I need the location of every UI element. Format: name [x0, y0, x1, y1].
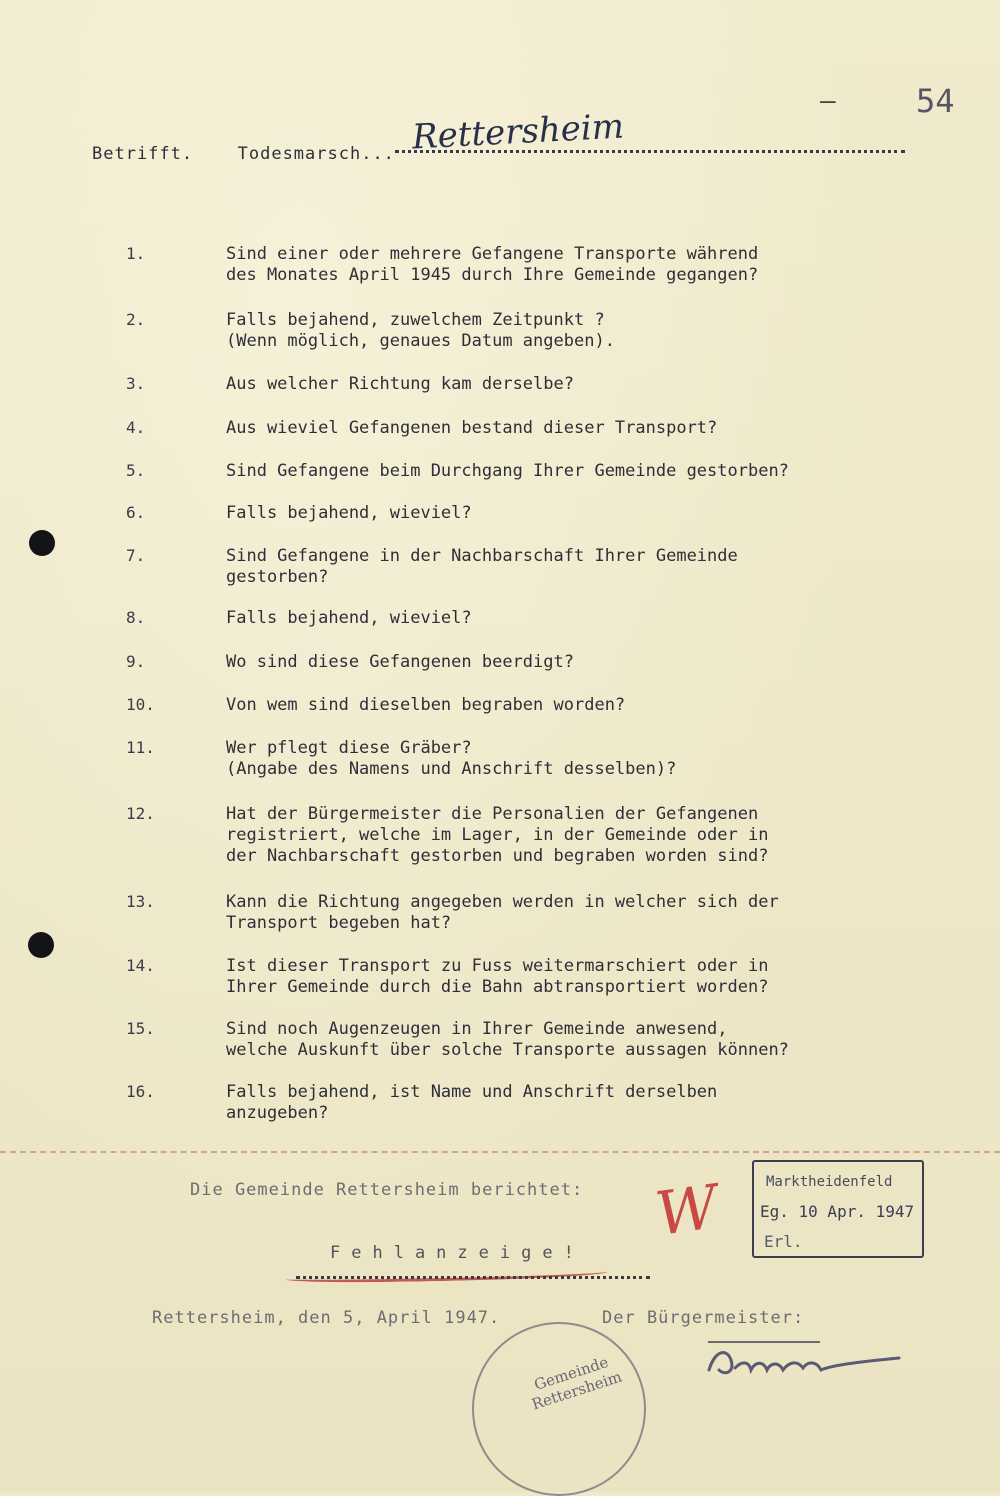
question-number: 16. [126, 1082, 155, 1101]
subject-value: Todesmarsch... [237, 144, 395, 164]
question-text: Sind noch Augenzeugen in Ihrer Gemeinde anwesend, welche Auskunft über solche Transporte aussagen können? [226, 1019, 789, 1060]
question-number: 1. [126, 244, 146, 263]
stamp-erl: Erl. [764, 1232, 803, 1251]
question-number: 8. [126, 608, 146, 627]
subject-line [92, 144, 395, 164]
question-number: 4. [126, 418, 146, 437]
red-divider-line [0, 1151, 1000, 1153]
received-stamp [752, 1160, 924, 1258]
question-text: Falls bejahend, wieviel? [226, 608, 472, 628]
question-text: Kann die Richtung angegeben werden in welcher sich der Transport begeben hat? [226, 892, 779, 933]
question-text: Falls bejahend, wieviel? [226, 503, 472, 523]
stamp-office: Marktheidenfeld [766, 1174, 893, 1190]
question-number: 9. [126, 652, 146, 671]
mayor-signature [705, 1340, 905, 1386]
question-text: Aus welcher Richtung kam derselbe? [226, 374, 574, 394]
question-number: 12. [126, 804, 155, 823]
dotted-underline [296, 1276, 650, 1279]
question-text: Wer pflegt diese Gräber? (Angabe des Namens und Anschrift desselben)? [226, 738, 677, 779]
question-number: 7. [126, 546, 146, 565]
question-text: Wo sind diese Gefangenen beerdigt? [226, 652, 574, 672]
municipal-seal [472, 1322, 646, 1496]
page-number: 54 [916, 82, 955, 120]
question-number: 10. [126, 695, 155, 714]
question-number: 5. [126, 461, 146, 480]
report-intro: Die Gemeinde Rettersheim berichtet: [190, 1180, 584, 1200]
question-text: Falls bejahend, zuwelchem Zeitpunkt ? (Wenn möglich, genaues Datum angeben). [226, 310, 615, 351]
question-number: 13. [126, 892, 155, 911]
question-text: Hat der Bürgermeister die Personalien der Gefangenen registriert, welche im Lager, in der Gemeinde oder in der Nachbarschaft gestorben und begraben worden sind? [226, 804, 769, 866]
page-dash: – [820, 86, 836, 116]
question-number: 14. [126, 956, 155, 975]
punch-hole-upper [29, 530, 55, 556]
mayor-label: Der Bürgermeister: [602, 1308, 805, 1328]
question-text: Falls bejahend, ist Name und Anschrift derselben anzugeben? [226, 1082, 718, 1123]
question-number: 2. [126, 310, 146, 329]
place-and-date: Rettersheim, den 5, April 1947. [152, 1308, 501, 1328]
punch-hole-lower [28, 932, 54, 958]
question-text: Ist dieser Transport zu Fuss weitermarschiert oder in Ihrer Gemeinde durch die Bahn abtransportiert worden? [226, 956, 769, 997]
question-text: Aus wieviel Gefangenen bestand dieser Transport? [226, 418, 718, 438]
seal-text: Gemeinde Rettersheim [529, 1352, 625, 1414]
handwritten-place-name: Rettersheim [411, 106, 625, 158]
question-text: Sind einer oder mehrere Gefangene Transporte während des Monates April 1945 durch Ihre Gemeinde gegangen? [226, 244, 759, 285]
question-number: 3. [126, 374, 146, 393]
question-text: Sind Gefangene in der Nachbarschaft Ihrer Gemeinde gestorben? [226, 546, 738, 587]
red-pencil-mark: W [651, 1172, 723, 1250]
question-number: 6. [126, 503, 146, 522]
subject-label: Betrifft. [92, 144, 194, 164]
question-text: Von wem sind dieselben begraben worden? [226, 695, 626, 715]
report-result: Fehlanzeige! [330, 1243, 585, 1263]
question-text: Sind Gefangene beim Durchgang Ihrer Gemeinde gestorben? [226, 461, 789, 481]
stamp-date: Eg. 10 Apr. 1947 [760, 1202, 915, 1221]
question-number: 11. [126, 738, 155, 757]
question-number: 15. [126, 1019, 155, 1038]
